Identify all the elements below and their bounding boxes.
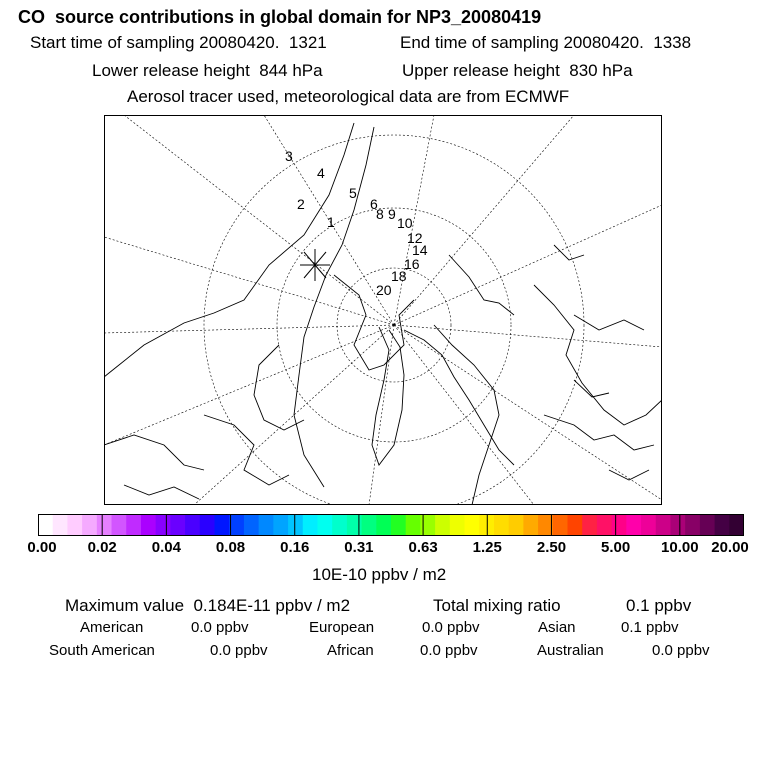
color-scale-cell — [347, 514, 362, 536]
color-scale-cell — [568, 514, 583, 536]
region-name-american: American — [80, 619, 144, 636]
region-name-asian: Asian — [538, 619, 576, 636]
polar-map — [104, 115, 662, 505]
color-scale-cell — [97, 514, 112, 536]
color-scale-cell — [626, 514, 641, 536]
color-scale-cell — [465, 514, 480, 536]
color-scale-cell — [126, 514, 141, 536]
color-scale-cell — [229, 514, 244, 536]
color-scale-cell — [494, 514, 509, 536]
color-scale-cell — [288, 514, 303, 536]
color-scale-cell — [67, 514, 82, 536]
color-scale-tick-label: 20.00 — [711, 539, 749, 556]
figure-title: CO source contributions in global domain for NP3_20080419 — [18, 7, 542, 27]
color-scale-tick-label: 0.63 — [408, 539, 438, 556]
region-value-asian: 0.1 ppbv — [621, 619, 679, 636]
color-scale-cell — [317, 514, 332, 536]
color-scale-tick-label: 1.25 — [472, 539, 502, 556]
tracer-description: Aerosol tracer used, meteorological data are from ECMWF — [127, 87, 570, 106]
color-scale-bar — [38, 514, 744, 536]
trajectory-label: 12 — [407, 230, 423, 246]
color-scale-tick-label: 5.00 — [601, 539, 631, 556]
trajectory-label: 14 — [412, 242, 428, 258]
color-scale-cell — [553, 514, 568, 536]
color-scale-cell — [38, 514, 53, 536]
region-value-american: 0.0 ppbv — [191, 619, 249, 636]
color-scale-cell — [523, 514, 538, 536]
trajectory-label: 5 — [349, 185, 357, 201]
color-scale-cell — [82, 514, 97, 536]
color-scale-cell — [259, 514, 274, 536]
color-scale-cell — [700, 514, 715, 536]
color-scale-cell — [332, 514, 347, 536]
color-scale-tick-label: 0.31 — [344, 539, 374, 556]
map-frame — [105, 116, 662, 505]
color-scale-tick-label: 0.16 — [280, 539, 310, 556]
color-scale-cell — [582, 514, 597, 536]
color-scale-cell — [597, 514, 612, 536]
region-value-australian: 0.0 ppbv — [652, 642, 710, 659]
region-name-african: African — [327, 642, 374, 659]
total-mixing-ratio-value: 0.1 ppbv — [626, 596, 692, 615]
color-scale-tick-label: 10.00 — [661, 539, 699, 556]
color-scale-cell — [450, 514, 465, 536]
color-scale-cell — [729, 514, 744, 536]
region-name-australian: Australian — [537, 642, 604, 659]
region-value-european: 0.0 ppbv — [422, 619, 480, 636]
color-scale-cell — [170, 514, 185, 536]
color-scale-cell — [215, 514, 230, 536]
region-name-european: European — [309, 619, 375, 636]
color-scale-cell — [53, 514, 68, 536]
trajectory-label: 6 — [370, 196, 378, 212]
upper-release-height-label: Upper release height 830 hPa — [402, 61, 633, 80]
color-scale-tick-label: 2.50 — [536, 539, 567, 556]
color-scale-unit: 10E-10 ppbv / m2 — [312, 565, 447, 584]
region-value-south-american: 0.0 ppbv — [210, 642, 268, 659]
trajectory-label: 1 — [327, 214, 335, 230]
color-scale-cell — [656, 514, 671, 536]
start-time-label: Start time of sampling 20080420. 1321 — [30, 33, 327, 52]
color-scale-cell — [641, 514, 656, 536]
color-scale-tick-label: 0.02 — [87, 539, 117, 556]
color-scale-cell — [273, 514, 288, 536]
color-scale-cell — [391, 514, 406, 536]
end-time-label: End time of sampling 20080420. 1338 — [400, 33, 692, 52]
color-scale-cell — [362, 514, 377, 536]
color-scale-tick-label: 0.00 — [27, 539, 57, 556]
trajectory-label: 9 — [388, 206, 396, 222]
color-scale-cell — [685, 514, 700, 536]
color-scale-cell — [185, 514, 200, 536]
color-scale-cell — [200, 514, 215, 536]
trajectory-label: 4 — [317, 165, 325, 181]
color-scale-cell — [406, 514, 421, 536]
color-scale-cell — [303, 514, 318, 536]
trajectory-label: 2 — [297, 196, 305, 212]
region-name-south-american: South American — [49, 642, 155, 659]
color-scale-tick-label: 0.04 — [151, 539, 181, 556]
color-scale-cell — [715, 514, 730, 536]
total-mixing-ratio-label: Total mixing ratio — [433, 596, 561, 615]
color-scale-tick-label: 0.08 — [215, 539, 246, 556]
trajectory-label: 18 — [391, 268, 407, 284]
color-scale-cell — [612, 514, 627, 536]
trajectory-label: 20 — [376, 282, 392, 298]
trajectory-label: 8 — [376, 206, 384, 222]
color-scale-cell — [509, 514, 524, 536]
trajectory-label: 10 — [397, 215, 413, 231]
trajectory-label: 3 — [285, 148, 293, 164]
color-scale-cell — [376, 514, 391, 536]
color-scale-cell — [244, 514, 259, 536]
color-scale-cell — [670, 514, 685, 536]
lower-release-height-label: Lower release height 844 hPa — [92, 61, 323, 80]
color-scale-cell — [141, 514, 156, 536]
color-scale-cell — [112, 514, 127, 536]
color-scale-cell — [435, 514, 450, 536]
region-value-african: 0.0 ppbv — [420, 642, 478, 659]
color-scale-cell — [156, 514, 171, 536]
maximum-value: Maximum value 0.184E-11 ppbv / m2 — [65, 596, 351, 615]
trajectory-label: 16 — [404, 256, 420, 272]
